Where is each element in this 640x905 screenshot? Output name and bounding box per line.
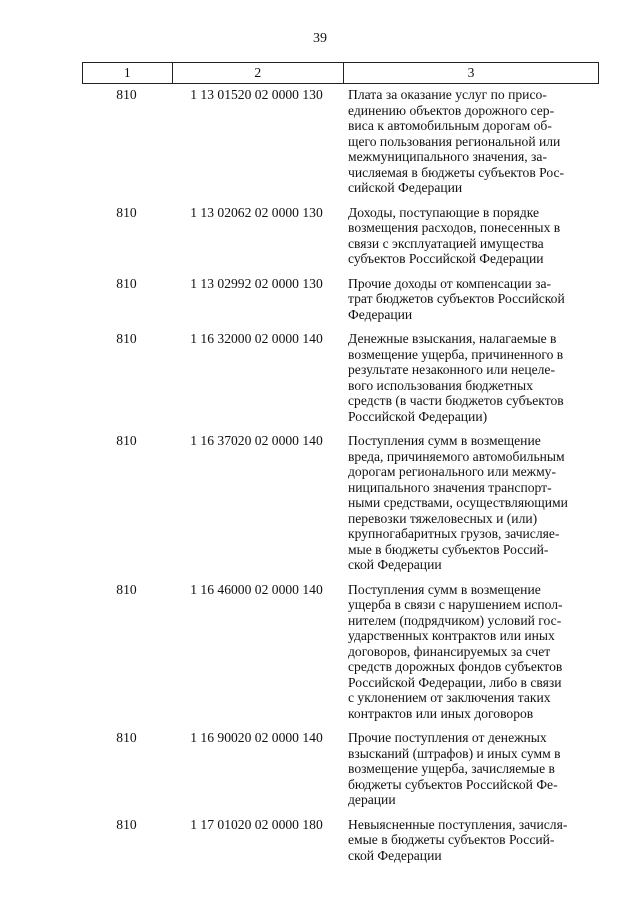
description-line: контрактов или иных договоров <box>348 705 534 721</box>
revenue-code-cell: 1 16 37020 02 0000 140 <box>190 433 323 448</box>
revenue-description-cell <box>342 205 594 267</box>
description-line: виса к автомобильным дорогам об- <box>348 118 552 133</box>
description-line: ными средствами, осуществляющими <box>348 495 568 510</box>
admin-code-cell: 810 <box>116 581 137 597</box>
admin-code-cell: 810 <box>116 331 137 346</box>
revenue-description-cell <box>342 730 594 808</box>
revenue-code-cell: 1 16 46000 02 0000 140 <box>190 581 323 597</box>
description-line: с уклонением от заключения таких <box>348 690 551 705</box>
description-line: вого использования бюджетных <box>348 377 533 393</box>
admin-code-cell: 810 <box>116 433 137 448</box>
description-line: Поступления сумм в возмещение <box>348 581 541 597</box>
column-header-table <box>82 62 599 84</box>
description-line: дорогам регионального или межму- <box>348 464 556 479</box>
description-line: Российской Федерации) <box>348 408 488 424</box>
table-row <box>82 433 599 573</box>
revenue-code-cell: 1 13 02992 02 0000 130 <box>190 275 323 291</box>
description-line: щего пользования региональной или <box>348 133 561 149</box>
description-line: Плата за оказание услуг по присо- <box>348 87 547 102</box>
table-row <box>82 730 599 808</box>
description-line: ударственных контрактов или иных <box>348 628 555 643</box>
description-line: субъектов Российской Федерации <box>348 251 544 266</box>
description-line: ской Федерации <box>348 847 442 863</box>
description-line: числяемая в бюджеты субъектов Рос- <box>348 164 565 180</box>
description-line: договоров, финансируемых за счет <box>348 643 551 659</box>
description-line: возмещение ущерба, зачисляемые в <box>348 761 555 776</box>
table-row <box>82 331 599 424</box>
admin-code-cell: 810 <box>116 730 137 745</box>
description-line: Прочие доходы от компенсации за- <box>348 275 552 291</box>
description-line: возмещение ущерба, причиненного в <box>348 346 564 362</box>
description-line: ской Федерации <box>348 557 442 572</box>
description-line: мые в бюджеты субъектов Россий- <box>348 541 549 557</box>
revenue-code-cell: 1 13 02062 02 0000 130 <box>190 204 323 220</box>
description-line: Поступления сумм в возмещение <box>348 433 541 448</box>
description-line: возмещения расходов, понесенных в <box>348 220 561 235</box>
revenue-code-cell: 1 17 01020 02 0000 180 <box>190 816 323 832</box>
description-line: ущерба в связи с нарушением испол- <box>348 597 563 612</box>
revenue-description-cell <box>342 276 594 323</box>
admin-code-cell: 810 <box>116 204 137 220</box>
column-header-row <box>83 63 599 84</box>
description-line: связи с эксплуатацией имущества <box>348 235 544 251</box>
description-line: трат бюджетов субъектов Российской <box>348 291 565 306</box>
description-line: результате незаконного или нецеле- <box>348 362 555 377</box>
description-line: взысканий (штрафов) и иных сумм в <box>348 745 561 761</box>
description-line: ниципального значения транспорт- <box>348 479 552 495</box>
description-line: сийской Федерации <box>348 180 463 195</box>
description-line: единению объектов дорожного сер- <box>348 102 555 118</box>
table-row <box>82 205 599 267</box>
description-line: нителем (подрядчиком) условий гос- <box>348 612 562 628</box>
description-line: перевозки тяжеловесных и (или) <box>348 510 538 526</box>
table-row <box>82 276 599 323</box>
admin-code-cell: 810 <box>116 816 137 832</box>
description-line: Доходы, поступающие в порядке <box>348 204 540 220</box>
column-header-1: 1 <box>83 63 173 84</box>
description-line: средств дорожных фондов субъектов <box>348 659 563 674</box>
description-line: Российской Федерации, либо в связи <box>348 674 562 690</box>
column-header-2: 2 <box>172 63 343 84</box>
revenue-code-list <box>82 87 599 872</box>
revenue-description-cell <box>342 582 594 722</box>
page-number: 39 <box>313 31 327 46</box>
column-header-3: 3 <box>343 63 598 84</box>
revenue-code-cell: 1 13 01520 02 0000 130 <box>190 87 323 102</box>
revenue-description-cell <box>342 331 594 424</box>
description-line: Невыясненные поступления, зачисля- <box>348 816 568 832</box>
revenue-description-cell <box>342 87 594 196</box>
description-line: межмуниципального значения, за- <box>348 149 547 164</box>
description-line: Денежные взыскания, налагаемые в <box>348 331 557 346</box>
description-line: бюджеты субъектов Российской Фе- <box>348 776 558 792</box>
description-line: вреда, причиняемого автомобильным <box>348 448 565 464</box>
description-line: емые в бюджеты субъектов Россий- <box>348 832 555 847</box>
revenue-description-cell <box>342 433 594 573</box>
admin-code-cell: 810 <box>116 275 137 291</box>
admin-code-cell: 810 <box>116 87 137 102</box>
description-line: крупногабаритных грузов, зачисляе- <box>348 526 560 541</box>
revenue-description-cell <box>342 817 594 864</box>
description-line: Прочие поступления от денежных <box>348 730 547 745</box>
table-row <box>82 582 599 722</box>
revenue-code-cell: 1 16 32000 02 0000 140 <box>190 331 323 346</box>
table-row <box>82 87 599 196</box>
table-row <box>82 817 599 864</box>
description-line: дерации <box>348 792 396 807</box>
description-line: средств (в части бюджетов субъектов <box>348 393 564 408</box>
revenue-code-cell: 1 16 90020 02 0000 140 <box>190 730 323 745</box>
description-line: Федерации <box>348 306 413 322</box>
